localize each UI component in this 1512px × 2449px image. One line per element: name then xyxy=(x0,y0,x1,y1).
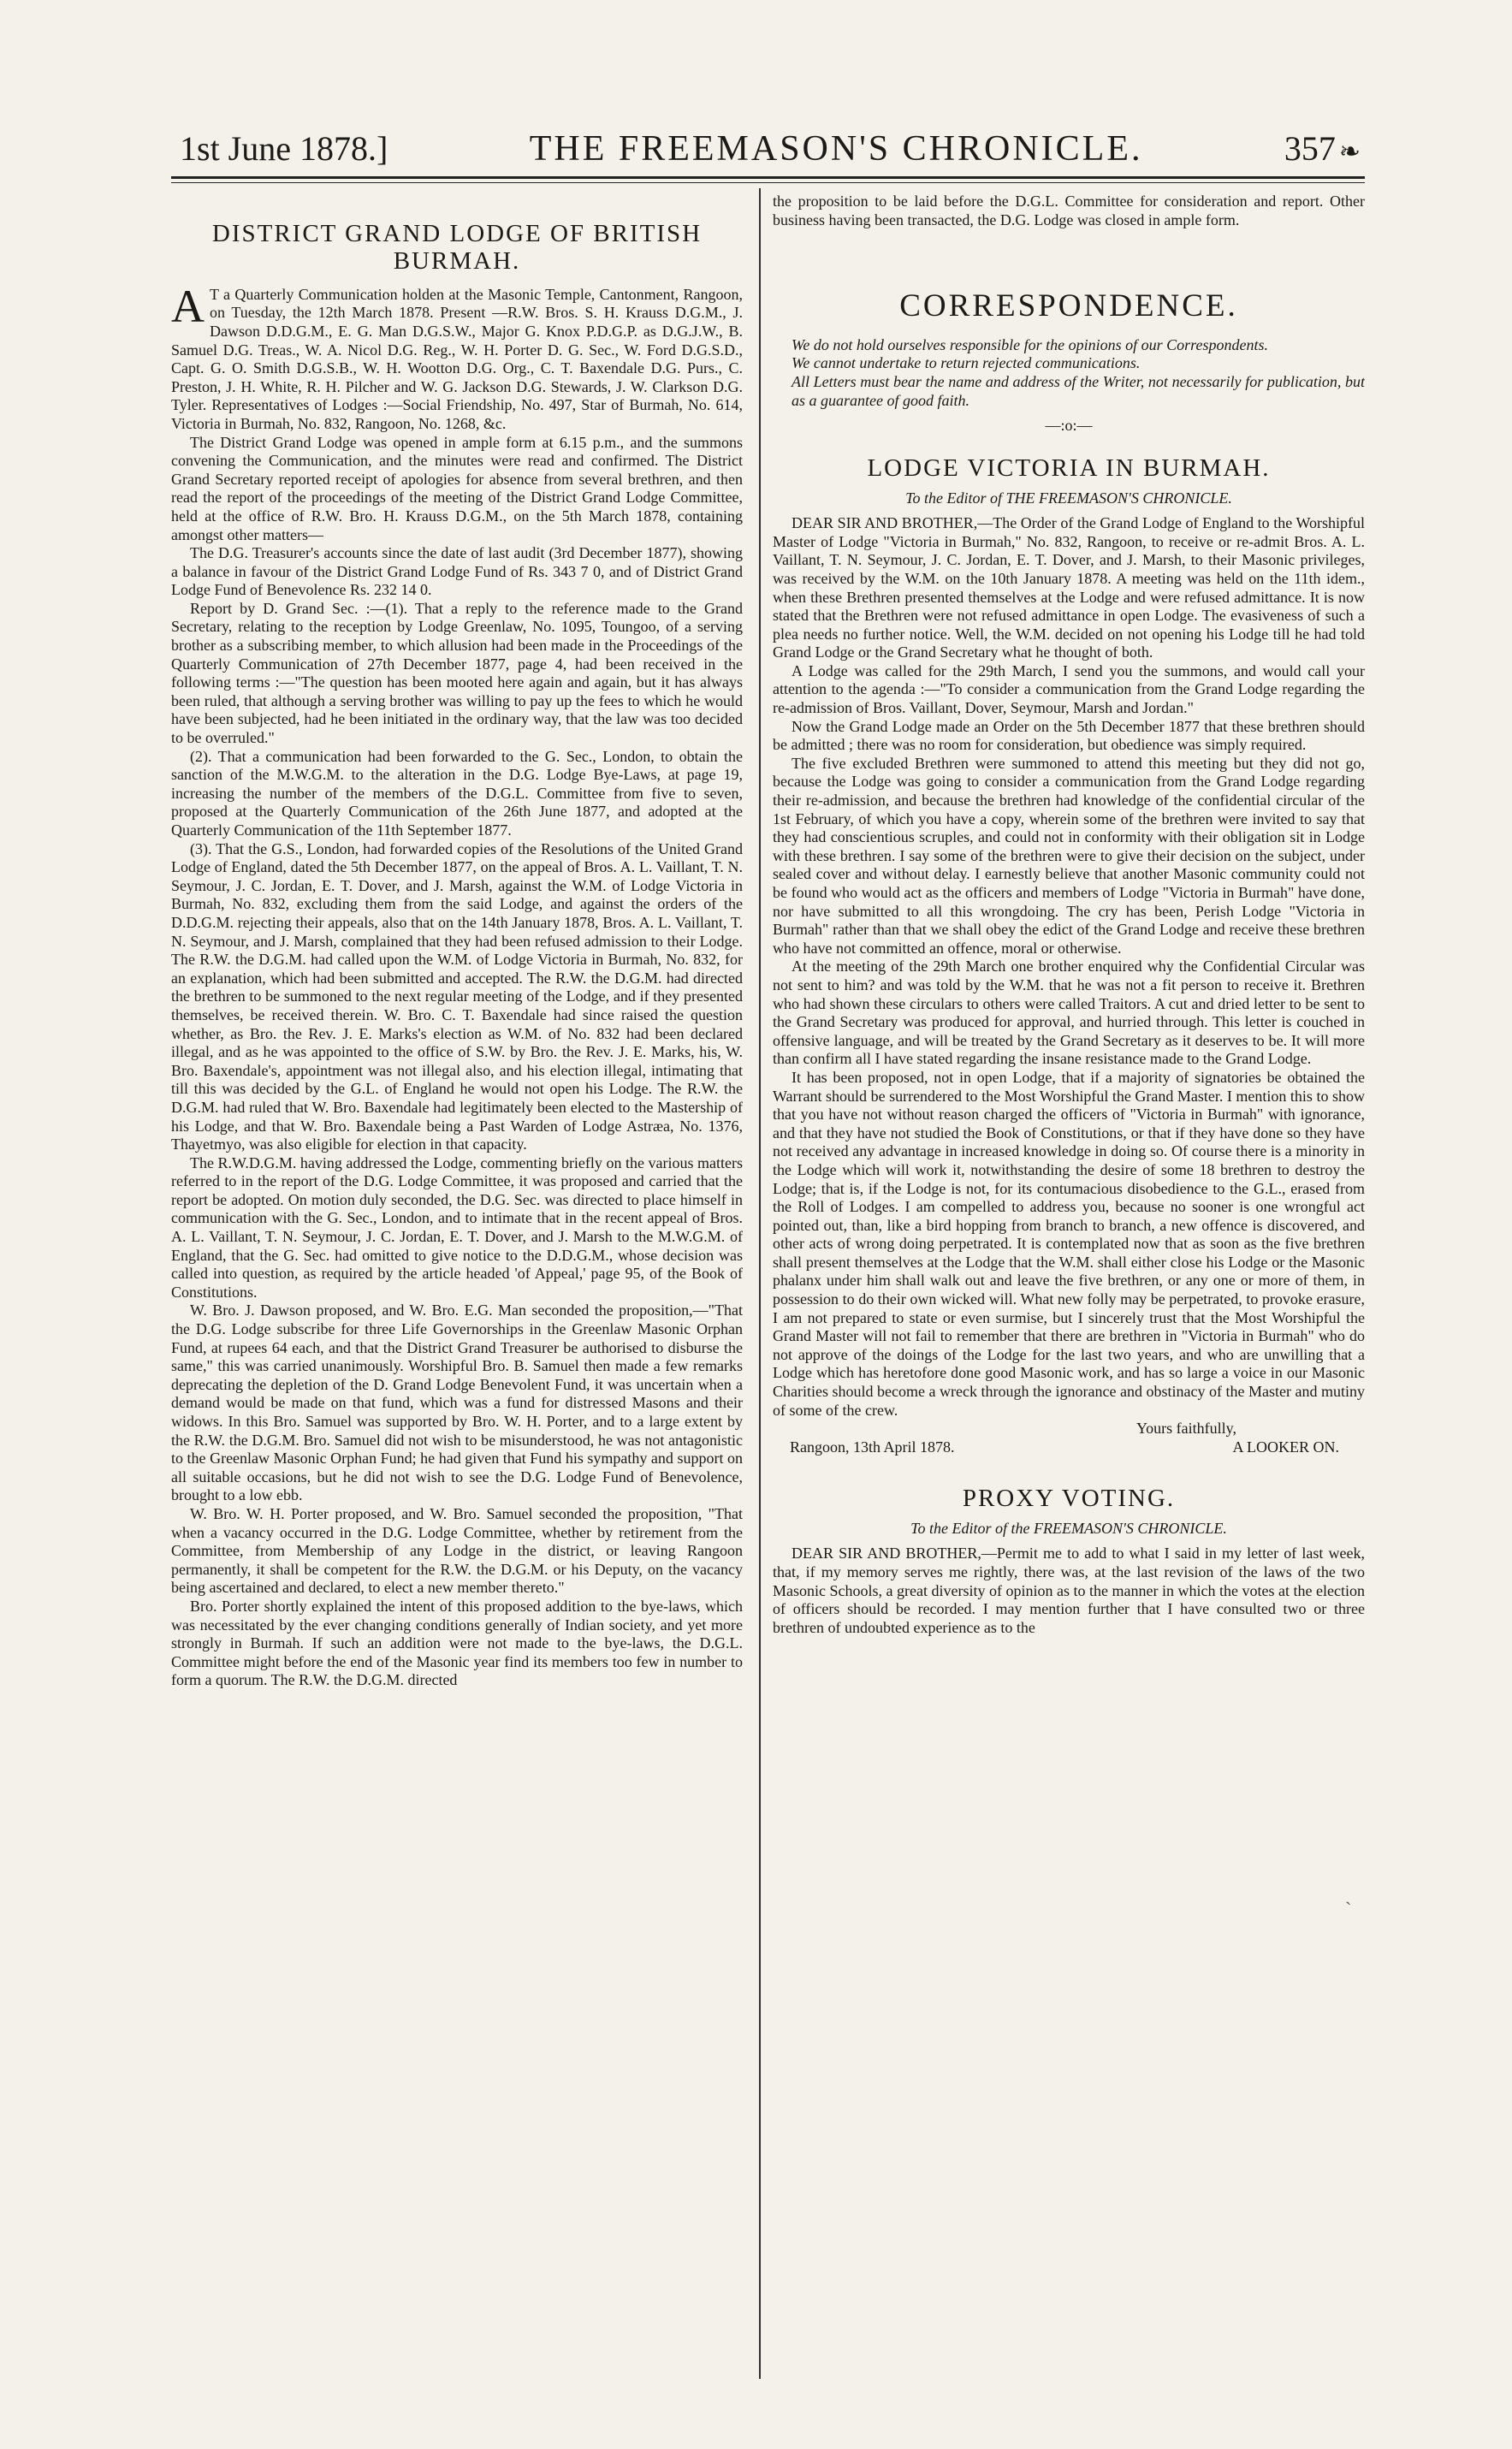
page-number-wrap xyxy=(1284,128,1361,169)
letter-title-lodge-victoria: LODGE VICTORIA IN BURMAH. xyxy=(867,454,1271,483)
left-column xyxy=(171,193,743,2383)
letter-paragraph: DEAR SIR AND BROTHER,—Permit me to add to what I said in my letter of last week, that, if my memory serves me rightly, there was, at the last revision of the laws of the two Masonic Schools, a great diversity of opinion as to the manner in which the votes at the election of officers should be recorded. I may mention further that I have consulted two or three brethren of undoubted experience as to the xyxy=(773,1545,1365,1636)
continued-paragraph: the proposition to be laid before the D.G.L. Committee for consideration and report. Other business having been transacted, the D.G. Lodge was closed in ample form. xyxy=(773,193,1365,228)
column-rule xyxy=(759,188,761,2379)
article-paragraph: The District Grand Lodge was opened in ample form at 6.15 p.m., and the summons convening the Communication, and the minutes were read and confirmed. The District Grand Secretary reported receipt of apologies for absence from several brethren, and then read the report of the proceedings of the meeting of the District Grand Lodge Committee, held at the office of R.W. Bro. H. Krauss D.G.M., on the 5th March 1878, containing amongst other matters— xyxy=(171,433,743,543)
signature: A LOOKER ON. xyxy=(1232,1438,1339,1456)
letter-paragraph: DEAR SIR AND BROTHER,—The Order of the Grand Lodge of England to the Worshipful Master of Lodge "Victoria in Burmah," No. 832, Rangoon, to receive or re-admit Bros. A. L. Vaillant, T. N. Seymour, J. C. Jordan, E. T. Dover, and J. Marsh, to their Masonic privileges, was received by the W.M. on the 10th January 1878. A meeting was held on the 11th idem., when these Brethren presented themselves at the Lodge and were refused admittance. It is now stated that the Brethren were not refused admittance in open Lodge. The evasiveness of such a plea needs no further notice. Well, the W.M. decided on not opening his Lodge till he had told Grand Lodge or the Grand Secretary what he thought of both. xyxy=(773,514,1365,661)
letter-paragraph: Now the Grand Lodge made an Order on the 5th December 1877 that these brethren should be admitted ; there was no room for consideration, but obedience was simply required. xyxy=(773,717,1365,754)
fleuron-icon: ❧ xyxy=(1338,138,1361,166)
issue-date: 1st June 1878.] xyxy=(180,129,388,168)
signature-row xyxy=(773,1438,1365,1457)
letter-paragraph: The five excluded Brethren were summoned to attend this meeting but they did not go, because the Lodge was going to consider a communication from the Grand Lodge regarding their re-admission, and because the brethren had knowledge of the confidential circular of the 1st February, of which you have a copy, wherein some of the brethren were invited to say that they had conscientious scruples, and could not in conformity with their obligation sit in Lodge with these brethren. I say some of the brethren were to give their decision on the subject, under sealed cover and without delay. I earnestly believe that another Masonic community could not be found who would act as the officers and members of Lodge "Victoria in Burmah" have done, nor have submitted to all this wrongdoing. The cry has been, Perish Lodge "Victoria in Burmah" rather than that we shall obey the edict of the Grand Lodge and receive these brethren who have not committed an offence, moral or otherwise. xyxy=(773,754,1365,957)
article-title-district-grand-lodge: DISTRICT GRAND LODGE OF BRITISH BURMAH. xyxy=(211,220,703,275)
editor-salutation: To the Editor of the FREEMASON'S CHRONICLE. xyxy=(910,1520,1227,1538)
article-paragraph: W. Bro. W. H. Porter proposed, and W. Bro. Samuel seconded the proposition, "That when a vacancy occurred in the D.G. Lodge Committee, whether by retirement from the Committee, from Membership of any Lodge in the district, or leaving Rangoon permanently, it shall be competent for the R.W. the D.G.M. or his Deputy, on the vacancy being ascertained and declared, to elect a new member thereto." xyxy=(171,1504,743,1597)
place-date: Rangoon, 13th April 1878. xyxy=(790,1438,955,1456)
article-paragraph: The D.G. Treasurer's accounts since the date of last audit (3rd December 1877), showing a balance in favour of the District Grand Lodge Fund of Rs. 343 7 0, and of District Grand Lodge Fund of Benevolence Rs. 232 14 0. xyxy=(171,544,743,599)
disclaimer-line: All Letters must bear the name and address of the Writer, not necessarily for publication, but as a guarantee of good faith. xyxy=(792,373,1365,409)
stray-mark: ` xyxy=(1345,1898,1352,1919)
article-paragraph: Bro. Porter shortly explained the intent of this proposed addition to the bye-laws, which was necessitated by the ever changing conditions generally of Indian society, and yet more strongly in Burmah. If such an addition were not made to the bye-laws, the D.G.L. Committee might before the end of the Masonic year find its members too few in number to form a quorum. The R.W. the D.G.M. directed xyxy=(171,1597,743,1689)
disclaimer-line: We do not hold ourselves responsible for the opinions of our Correspondents. xyxy=(792,335,1268,353)
disclaimer-line: We cannot undertake to return rejected communications. xyxy=(792,354,1141,372)
page-number: 357 xyxy=(1284,129,1336,168)
article-paragraph: (3). That the G.S., London, had forwarded copies of the Resolutions of the United Grand Lodge of England, dated the 5th December 1877, on the appeal of Bros. A. L. Vaillant, T. N. Seymour, J. C. Jordan, E. T. Dover, and J. Marsh, against the W.M. of Lodge Victoria in Burmah, No. 832, excluding them from the said Lodge, and against the orders of the D.D.G.M. rejecting their appeals, also that on the 14th January 1878, Bros. A. L. Vaillant, T. N. Seymour, and J. Marsh, complained that they had been refused admission to their Lodge. The R.W. the D.G.M. had called upon the W.M. of Lodge Victoria in Burmah, No. 832, for an explanation, which had been submitted and accepted. The R.W. the D.G.M. had directed the brethren to be summoned to the next regular meeting of the Lodge, and if they presented themselves, be received therein. W. Bro. C. T. Baxendale had since raised the question whether, as Bro. the Rev. J. E. Marks's election as W.M. of No. 832 had been declared illegal, and as he was appointed to the office of S.W. by Bro. the Rev. J. E. Marks, his, W. Bro. Baxendale's, appointment was not illegal also, and his election illegal, intimating that till this was decided by the G.L. of England he would not open his Lodge. The R.W. the D.G.M. had ruled that W. Bro. Baxendale had legitimately been elected to the Mastership of his Lodge, and that W. Bro. Baxendale being a Past Warden of Lodge Astræa, No. 1376, Thayetmyo, was also eligible for election in that capacity. xyxy=(171,839,743,1153)
article-paragraph-text: T a Quarterly Communication holden at the Masonic Temple, Cantonment, Rangoon, on Tuesday, the 12th March 1878. Present —R.W. Bros. S. H. Krauss D.G.M., J. Dawson D.D.G.M., E. G. Man D.G.S.W., Major G. Knox P.D.G.P. as D.G.J.W., B. Samuel D.G. Treas., W. A. Nicol D.G. Reg., W. H. Porter D. G. Sec., W. Ford D.G.S.D., Capt. G. O. Smith D.G.S.B., W. H. Wootton D.G. Org., C. T. Baxendale D.G. Purs., C. Preston, J. H. White, R. H. Pilcher and W. G. Jackson D.G. Stewards, J. W. Clarkson D.G. Tyler. Representatives of Lodges :—Social Friendship, No. 497, Star of Burmah, No. 614, Victoria in Burmah, No. 832, Rangoon, No. 1268, &c. xyxy=(171,285,743,432)
article-paragraph: Report by D. Grand Sec. :—(1). That a reply to the reference made to the Grand Secretary, relating to the reception by Lodge Greenlaw, No. 1095, Toungoo, of a serving brother as a subscribing member, to which allusion had been made in the Proceedings of the Quarterly Communication of 27th December 1877, page 4, had been received in the following terms :—"The question has been mooted here again and again, but it has always been ruled, that although a serving brother was willing to pay up the fees to which he would have been subjected, had he been initiated in the ordinary way, that the law was too decided to be overruled." xyxy=(171,599,743,747)
letter-signoff xyxy=(773,1420,1365,1456)
closing-line: Yours faithfully, xyxy=(1135,1420,1236,1438)
right-column xyxy=(773,193,1365,2383)
page-header xyxy=(180,128,1361,173)
masthead-title: THE FREEMASON'S CHRONICLE. xyxy=(529,129,1143,169)
article-paragraph xyxy=(171,280,743,434)
letter-paragraph: It has been proposed, not in open Lodge, that if a majority of signatories be obtained the Warrant should be surrendered to the Most Worshipful the Grand Master. I mention this to show that you have not without reason charged the officers of "Victoria in Burmah" with ignorance, and that they have not studied the Book of Constitutions, or that if they have done so they have not received any advantage in increased knowledge in doing so. Of course there is a minority in the Lodge which will work it, notwithstanding the desire of some 18 brethren to destroy the Lodge; that is, if the Lodge is not, for its contumacious disobedience to the G.L., erased from the Roll of Lodges. I am compelled to address you, because no sooner is one wrongful act pointed out, than, like a bird hopping from branch to branch, a new offence is discovered, and other acts of wrong doing perpetrated. It is contemplated now that as soon as the five brethren shall present themselves at the Lodge that the W.M. shall either close his Lodge or the Masonic phalanx under him shall walk out and leave the five brethren, or any one or more of them, in possession to do their own wicked will. What new folly may be perpetrated, to provoke erasure, I am not prepared to state or even surmise, but I sincerely trust that the Most Worshipful the Grand Master will not fail to remember that there are brethren in "Victoria in Burmah" who do not approve of the doings of the Lodge for the last two years, and who are unwilling that a Lodge which has heretofore done good Masonic work, and has so large a voice in our Masonic Charities should become a wreck through the ignorance and obstinacy of the Master and mutiny of some of the crew. xyxy=(773,1068,1365,1419)
article-paragraph: W. Bro. J. Dawson proposed, and W. Bro. E.G. Man seconded the proposition,—"That the D.G. Lodge subscribe for three Life Governorships in the Greenlaw Masonic Orphan Fund, at rupees 64 each, and that the District Grand Treasurer be authorised to disburse the same," this was carried unanimously. Worshipful Bro. B. Samuel then made a few remarks deprecating the depletion of the D. Grand Lodge Benevolent Fund, it was uncertain when a demand would be made on that fund, which was a fund for distressed Masons and their widows. In this Bro. Samuel was supported by Bro. W. H. Porter, and to a large extent by the R.W. the D.G.M. Bro. Samuel did not wish to be misunderstood, he was not antagonistic to the Greenlaw Masonic Orphan Fund; he had given that Fund his sympathy and support on all suitable occasions, but he did not wish to see the D.G. Lodge Fund of Benevolence, brought to a low ebb. xyxy=(171,1302,743,1504)
section-separator: —:o:— xyxy=(1045,417,1093,435)
editor-salutation: To the Editor of THE FREEMASON'S CHRONICLE. xyxy=(905,489,1232,507)
letter-paragraph: At the meeting of the 29th March one brother enquired why the Confidential Circular was not sent to him? and was told by the W.M. that he was not a fit person to receive it. Brethren who had shown these circulars to others were called Traitors. A cut and dried letter to be sent to the Grand Secretary was produced for approval, and hurried through. This letter is couched in offensive language, and will be treated by the Grand Secretary as it deserves to be. It will more than confirm all I have stated regarding the insane resistance made to the Grand Lodge. xyxy=(773,958,1365,1068)
section-title-correspondence: CORRESPONDENCE. xyxy=(899,288,1238,324)
letter-paragraph: A Lodge was called for the 29th March, I send you the summons, and would call your attention to the agenda :—"To consider a communication from the Grand Lodge regarding the re-admission of Bros. Vaillant, Dover, Seymour, Marsh and Jordan." xyxy=(773,661,1365,717)
drop-cap: A xyxy=(171,280,205,332)
header-rule-thick xyxy=(171,176,1365,179)
article-paragraph: (2). That a communication had been forwarded to the G. Sec., London, to obtain the sanction of the M.W.G.M. to the alteration in the D.G. Lodge Bye-Laws, at page 19, increasing the number of the members of the D.G.L. Committee from five to seven, proposed at the Quarterly Communication of the 26th June 1877, and adopted at the Quarterly Communication of the 11th September 1877. xyxy=(171,747,743,839)
letter-title-proxy-voting: PROXY VOTING. xyxy=(962,1485,1176,1513)
header-rule-thin xyxy=(171,182,1365,183)
article-paragraph: The R.W.D.G.M. having addressed the Lodge, commenting briefly on the various matters referred to in the report of the D.G. Lodge Committee, it was proposed and carried that the report be adopted. On motion duly seconded, the D.G. Sec. was directed to place himself in communication with the G. Sec., London, and to intimate that in the recent appeal of Bros. A. L. Vaillant, T. N. Seymour, J. C. Jordan, E. T. Dover, and J. Marsh to the M.W.G.M. of England, that the G. Sec. had omitted to give notice to the D.D.G.M., whose decision was called into question, as required by the article headed 'of Appeal,' page 95, of the Book of Constitutions. xyxy=(171,1153,743,1301)
